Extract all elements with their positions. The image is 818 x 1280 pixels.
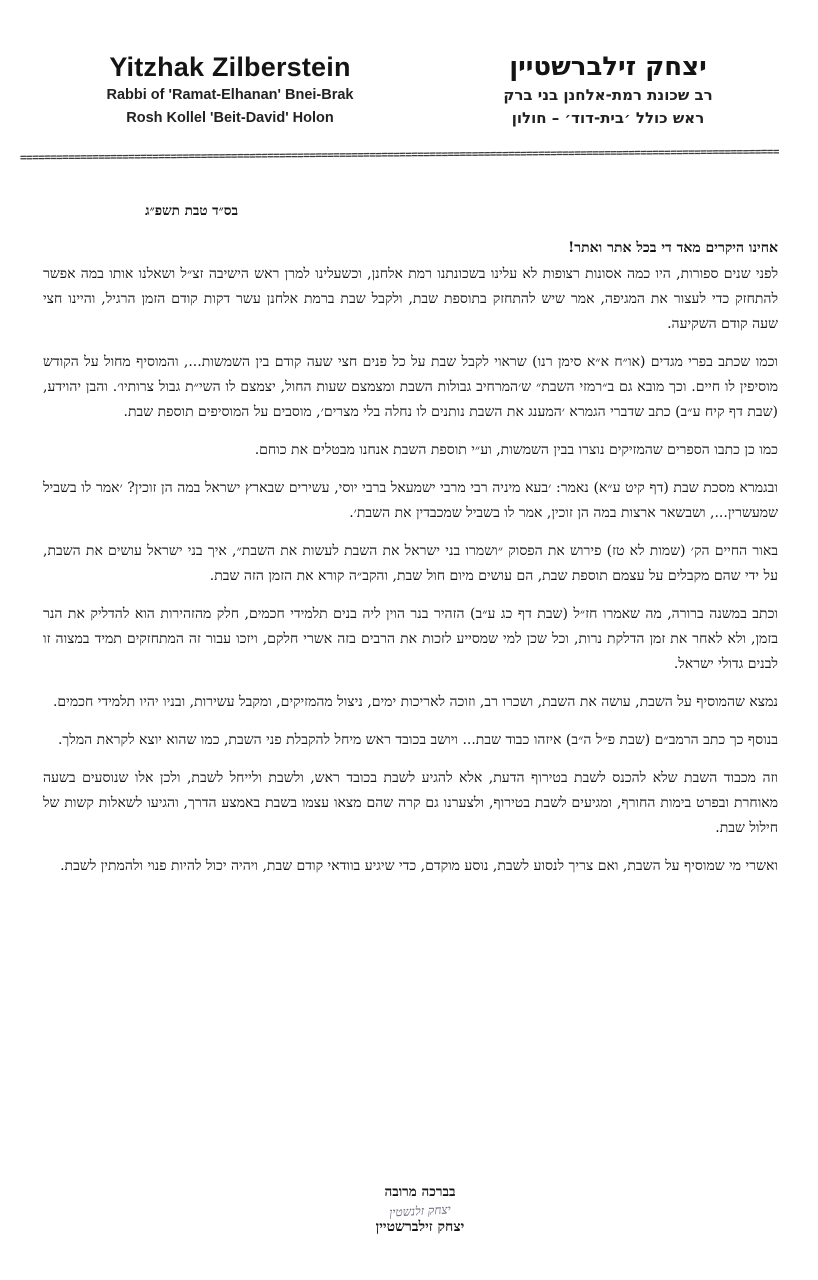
paragraph: כמו כן כתבו הספרים שהמזיקים נוצרו בבין השמשות, וע״י תוספת השבת אנחנו מבטלים את כוחם. [254,442,778,458]
letterhead [0,50,818,140]
letterhead-hebrew [458,50,758,130]
paragraph: ובגמרא מסכת שבת (דף קיט ע״א) נאמר: ׳בעא מיניה רבי מרבי ישמעאל ברבי יוסי, עשירים שבארץ ישראל במה הן זוכין? ׳אמר לו בשביל שמעשרין..., ושבשאר ארצות במה הן זוכין, אמר לו בשביל שמכבדין את השבת׳. [43,480,778,521]
paragraph: נמצא שהמוסיף על השבת, עושה את השבת, ושכרו רב, וזוכה לאריכות ימים, ניצול מהמזיקים, ומקבל עשירות, ובניו יהיו תלמידי חכמים. [52,694,778,710]
english-title-line-2: Rosh Kollel 'Beit-David' Holon [126,110,334,126]
hebrew-title-line-1: רב שכונת רמת-אלחנן בני ברק [503,86,713,104]
hebrew-name: יצחק זילברשטיין [509,52,707,82]
closing [320,1183,520,1237]
paragraph: וכתב במשנה ברורה, מה שאמרו חז״ל (שבת דף כג ע״ב) הזהיר בנר הוין ליה בנים תלמידי חכמים, חלק מהזהירות הוא להדליק את הנר בזמן, ולא לאחר את זמן הדלקת נרות, וכל שכן למי שמסייע לזכות את הרבים בזה אשרי חלקם, ויזכו עבור זה המתחזקים תמיד במצוה זו לבנים גדולי ישראל. [43,606,778,672]
hebrew-title-line-2: ראש כולל ׳בית-דוד׳ – חולון [511,109,705,127]
paragraph: לפני שנים ספורות, היו כמה אסונות רצופות לא עלינו בשכונתנו רמת אלחנן, וכשעלינו למרן ראש הישיבה זצ״ל ושאלנו אותו במה אפשר להתחזק כדי לעצור את המגיפה, אמר שיש להתחזק בתוספת שבת, ולקבל שבת ברמת אלחנן עשר דקות קודם הזמן הרגיל, והיינו חצי שעה קודם השקיעה. [43,266,778,332]
letterhead-separator: ============================================================================================================================== [19,145,779,164]
paragraph: באור החיים הק׳ (שמות לא טז) פירוש את הפסוק ״ושמרו בני ישראל את השבת לעשות את השבת״, איך בני ישראל עושים את השבת, על ידי שהם מקבלים על עצמם תוספת שבת, הם עושים מיום חול שבת, והקב״ה קורא את הזמן הזה שבת. [43,543,778,584]
paragraph: בנוסף כך כתב הרמב״ם (שבת פ״ל ה״ב) איזהו כבוד שבת... ויושב בכובד ראש מיחל להקבלת פני השבת, כמו שהוא יוצא לקראת המלך. [57,732,778,748]
paragraph: וזה מכבוד השבת שלא להכנס לשבת בטירוף הדעת, אלא להגיע לשבת בכובד ראש, ולשבת ולייחל לשבת, ולכן אלו שנוסעים בשעה מאוחרת ובפרט בימות החורף, ומגיעים לשבת בטירוף, ולצערנו גם קרה שהם מצאו עצמו בשבת באמצע הדרך, והגיעו לשאלות קשות של חילול שבת. [43,770,778,836]
handwritten-signature: יצחק זלנשטין [388,1202,452,1220]
salutation: אחינו היקרים מאד די בכל אתר ואתר! [568,240,778,256]
letter-body [43,262,778,892]
hebrew-date: בס״ד טבת תשפ״ג [145,203,238,219]
paragraph: וכמו שכתב בפרי מגדים (או״ח א״א סימן רנו) שראוי לקבל שבת על כל פנים חצי שעה קודם בין השמשות..., והמוסיף מחול על הקודש מוסיפין לו חיים. וכך מובא גם ב״רמזי השבת״ ש׳המרחיב גבולות השבת ומצמצם שעות החול, יצמצם לו השי״ת גבול צרותיו׳. והבן יהוידע, (שבת דף קיח ע״ב) כתב שדברי הגמרא ׳המענג את השבת נותנים לו נחלה בלי מצרים׳, מוסבים על המוסיפים תוספת שבת. [43,354,778,420]
closing-blessing: בברכה מרובה [384,1184,456,1200]
paragraph: ואשרי מי שמוסיף על השבת, ואם צריך לנסוע לשבת, נוסע מוקדם, כדי שיגיע בוודאי קודם שבת, ויהיה יכול להיות פנוי ולהמתין לשבת. [60,858,778,874]
english-title-line-1: Rabbi of 'Ramat-Elhanan' Bnei-Brak [106,87,354,103]
letterhead-english [90,50,370,130]
english-name: Yitzhak Zilberstein [109,52,351,82]
signer-name: יצחק זילברשטיין [375,1219,465,1235]
